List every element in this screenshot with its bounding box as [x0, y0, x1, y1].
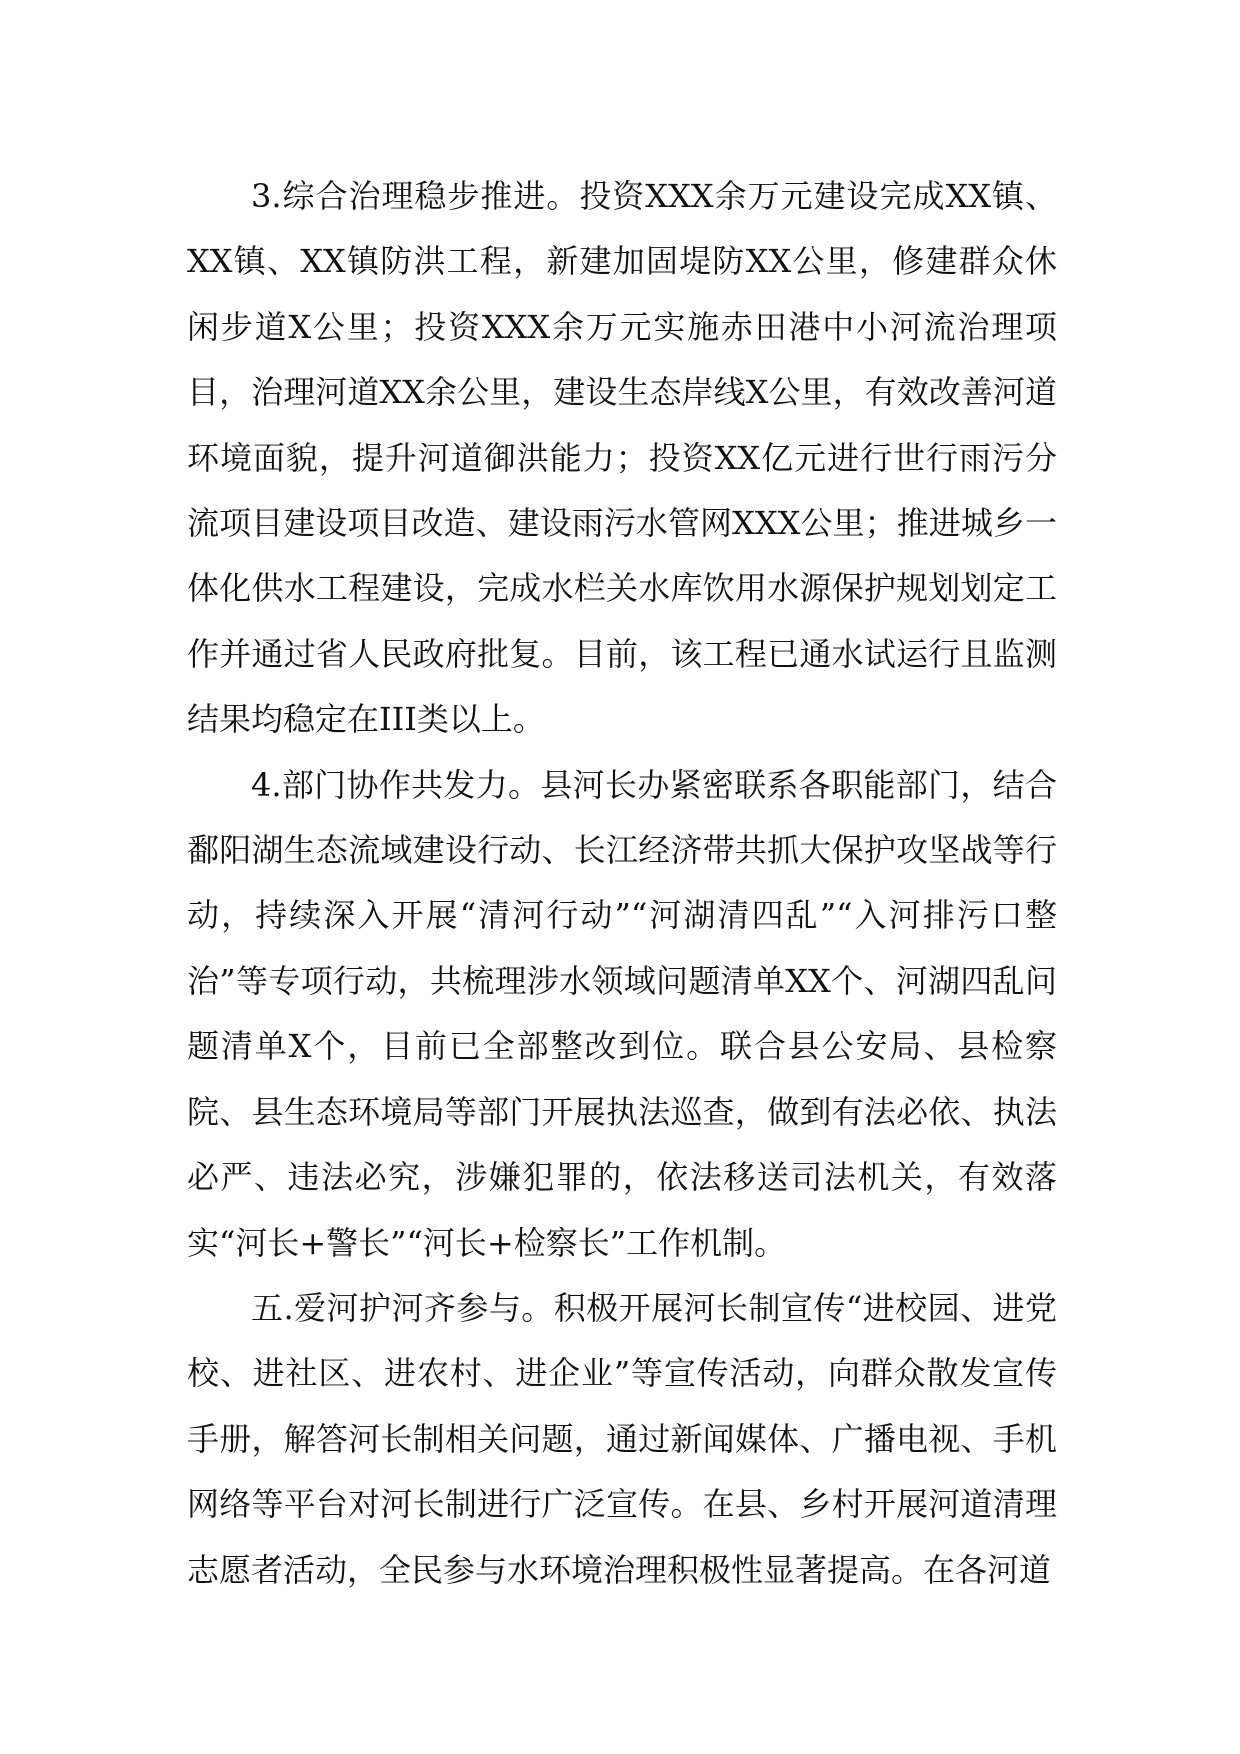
- paragraph-department-cooperation: 4.部门协作共发力。县河长办紧密联系各职能部门，结合鄱阳湖生态流域建设行动、长江经济带共抓大保护攻坚战等行动，持续深入开展“清河行动”“河湖清四乱”“入河排污口整治”等专项行动，共梳理涉水领域问题清单XX个、河湖四乱问题清单X个，目前已全部整改到位。联合县公安局、县检察院、县生态环境局等部门开展执法巡查，做到有法必依、执法必严、违法必究，涉嫌犯罪的，依法移送司法机关，有效落实“河长+警长”“河长+检察长”工作机制。: [187, 765, 1057, 1262]
- document-body: [187, 164, 1057, 1603]
- paragraph-public-participation: 五.爱河护河齐参与。积极开展河长制宣传“进校园、进党校、进社区、进农村、进企业”等宣传活动，向群众散发宣传手册，解答河长制相关问题，通过新闻媒体、广播电视、手机网络等平台对河长制进行广泛宣传。在县、乡村开展河道清理志愿者活动，全民参与水环境治理积极性显著提高。在各河道: [187, 1288, 1057, 1589]
- paragraph-comprehensive-governance: 3.综合治理稳步推进。投资XXX余万元建设完成XX镇、XX镇、XX镇防洪工程，新建加固堤防XX公里，修建群众休闲步道X公里；投资XXX余万元实施赤田港中小河流治理项目，治理河道XX余公里，建设生态岸线X公里，有效改善河道环境面貌，提升河道御洪能力；投资XX亿元进行世行雨污分流项目建设项目改造、建设雨污水管网XXX公里；推进城乡一体化供水工程建设，完成水栏关水库饮用水源保护规划划定工作并通过省人民政府批复。目前，该工程已通水试运行且监测结果均稳定在III类以上。: [187, 177, 1057, 739]
